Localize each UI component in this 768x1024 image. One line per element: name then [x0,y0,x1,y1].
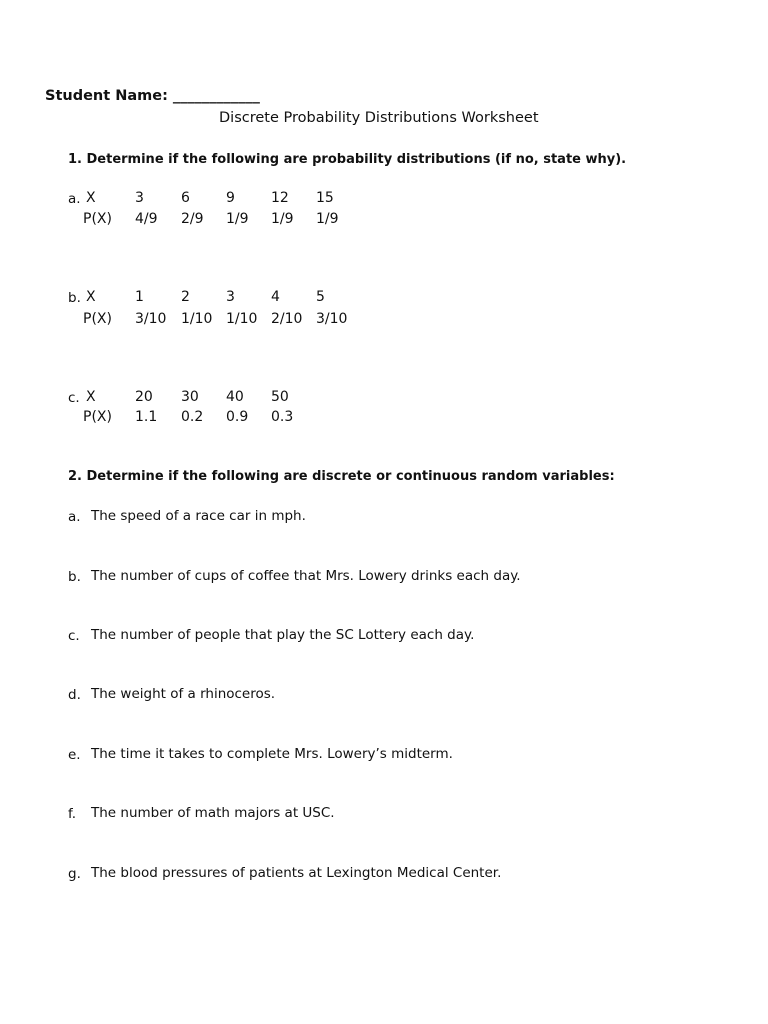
item-marker: e. [68,747,81,763]
item-text: The weight of a rhinoceros. [91,686,276,702]
item-marker: g. [68,866,81,882]
x-value: 4 [271,289,280,305]
item-text: The time it takes to complete Mrs. Lowery’s midterm. [91,746,453,762]
p-value: 0.9 [226,409,249,425]
x-value: 30 [181,389,199,405]
p-value: 4/9 [135,211,158,227]
p-row-label: P(X) [83,211,112,227]
x-value: 15 [316,190,334,206]
x-value: 20 [135,389,153,405]
x-value: 40 [226,389,244,405]
x-row-label: X [86,190,96,206]
p-value: 1/9 [271,211,294,227]
item-text: The number of math majors at USC. [91,805,335,821]
p-value: 2/10 [271,311,303,327]
item-marker: b. [68,569,81,585]
item-marker: c. [68,628,80,644]
question-2-heading: 2. Determine if the following are discrete or continuous random variables: [68,469,615,484]
p-value: 1.1 [135,409,158,425]
item-text: The speed of a race car in mph. [91,508,306,524]
p-value: 2/9 [181,211,204,227]
item-marker: d. [68,687,81,703]
p-value: 0.2 [181,409,204,425]
x-row-label: X [86,289,96,305]
x-value: 9 [226,190,235,206]
p-value: 1/10 [181,311,213,327]
x-value: 3 [226,289,235,305]
x-value: 3 [135,190,144,206]
p-value: 1/9 [316,211,339,227]
item-marker: a. [68,509,81,525]
x-value: 6 [181,190,190,206]
table-marker: b. [68,290,81,306]
question-1-heading: 1. Determine if the following are probability distributions (if no, state why). [68,152,627,167]
table-marker: a. [68,191,81,207]
p-row-label: P(X) [83,409,112,425]
item-text: The number of cups of coffee that Mrs. Lowery drinks each day. [91,568,521,584]
p-value: 3/10 [316,311,348,327]
p-row-label: P(X) [83,311,112,327]
table-marker: c. [68,390,80,406]
x-value: 5 [316,289,325,305]
worksheet-title: Discrete Probability Distributions Worksheet [219,110,539,126]
x-value: 12 [271,190,289,206]
p-value: 3/10 [135,311,167,327]
p-value: 1/9 [226,211,249,227]
p-value: 1/10 [226,311,258,327]
item-text: The number of people that play the SC Lottery each day. [91,627,475,643]
x-value: 50 [271,389,289,405]
x-value: 2 [181,289,190,305]
p-value: 0.3 [271,409,294,425]
item-text: The blood pressures of patients at Lexington Medical Center. [91,865,502,881]
item-marker: f. [68,806,77,822]
student-name-label: Student Name: ____________ [45,88,260,104]
x-value: 1 [135,289,144,305]
x-row-label: X [86,389,96,405]
